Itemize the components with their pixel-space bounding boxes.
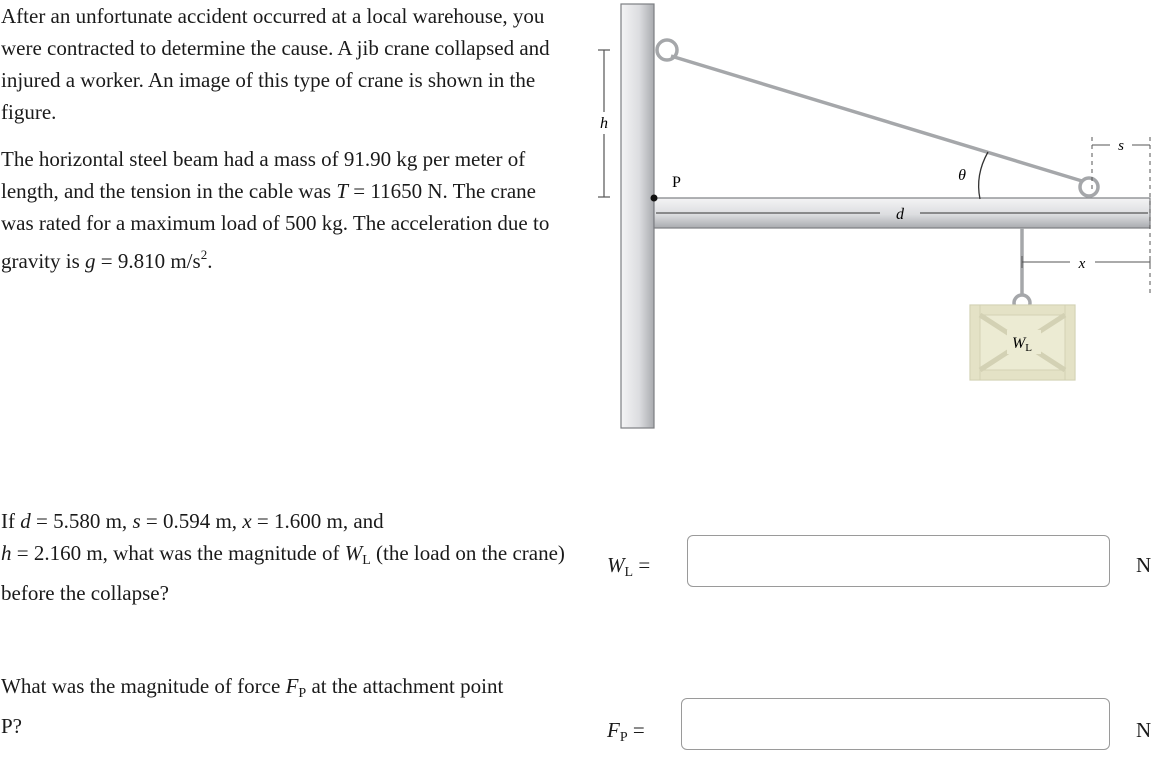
q2-text-a: What was the magnitude of force xyxy=(1,674,286,698)
label-h: h xyxy=(600,115,608,132)
label-d: d xyxy=(896,206,904,223)
q1-x-value: = 1.600 m, and xyxy=(251,509,384,533)
tension-symbol: T xyxy=(336,179,349,203)
gravity-value: = 9.810 m/s xyxy=(95,249,201,273)
label-theta: θ xyxy=(958,167,966,184)
given-text-end: . xyxy=(207,249,213,273)
x-dimension xyxy=(1022,256,1150,272)
question-2-text xyxy=(1,670,521,742)
theta-arc xyxy=(979,152,988,199)
q2-f-subscript: P xyxy=(298,686,307,701)
q1-s-value: = 0.594 m, xyxy=(140,509,243,533)
label-s: s xyxy=(1118,138,1124,154)
jib-crane-figure xyxy=(590,0,1171,440)
point-p-dot xyxy=(651,195,658,202)
q1-x-symbol: x xyxy=(242,509,252,533)
given-text-b: = 11650 N. The crane was rated for a maximum load of 500 kg. The acceleration due to gravity is xyxy=(1,179,550,273)
gravity-exponent: 2 xyxy=(200,247,208,262)
label-wl: WL xyxy=(1011,335,1033,354)
q1-d-symbol: d xyxy=(20,509,31,533)
load-crate xyxy=(970,305,1075,380)
wl-label-subscript: L xyxy=(624,565,634,580)
fp-label-equals: = xyxy=(627,718,645,742)
beam-ring xyxy=(1080,178,1098,196)
q1-h-value: = 2.160 m, what was the magnitude of xyxy=(11,541,345,565)
gravity-symbol: g xyxy=(85,249,96,273)
q1-w-symbol: W xyxy=(344,541,363,565)
q1-rest: (the load on the crane) before the collapse? xyxy=(1,541,565,605)
fp-answer-input[interactable] xyxy=(681,698,1110,750)
fp-unit: N xyxy=(1136,718,1152,742)
wl-unit: N xyxy=(1136,553,1152,577)
intro-paragraph xyxy=(1,0,561,128)
height-dimension xyxy=(598,50,612,197)
top-ring xyxy=(657,40,677,60)
label-x: x xyxy=(1078,256,1086,272)
wl-label-symbol: W xyxy=(607,553,625,577)
label-p: P xyxy=(672,174,681,191)
fp-answer-label xyxy=(607,716,645,752)
support-cable xyxy=(671,56,1082,181)
q2-f-symbol: F xyxy=(285,674,299,698)
vertical-post xyxy=(621,4,654,428)
given-text-a: The horizontal steel beam had a mass of 91.90 kg per meter of length, and the tension in the cable was xyxy=(1,147,526,203)
fp-label-symbol: F xyxy=(607,718,620,742)
question-1-text xyxy=(1,505,571,609)
fp-label-subscript: P xyxy=(619,730,628,745)
wl-answer-label xyxy=(607,551,650,587)
wl-answer-input[interactable] xyxy=(687,535,1110,587)
q1-s-symbol: s xyxy=(132,509,141,533)
wl-label-equals: = xyxy=(633,553,651,577)
intro-text: After an unfortunate accident occurred at a local warehouse, you were contracted to determine the cause. A jib crane collapsed and injured a worker. An image of this type of crane is shown in the figure. xyxy=(1,4,550,124)
q1-d-value: = 5.580 m, xyxy=(30,509,133,533)
q1-if: If xyxy=(1,509,21,533)
given-values-paragraph xyxy=(1,143,566,277)
q2-text-b: at the attachment point P? xyxy=(1,674,504,738)
q1-w-subscript: L xyxy=(362,553,371,568)
q1-h-symbol: h xyxy=(1,541,12,565)
